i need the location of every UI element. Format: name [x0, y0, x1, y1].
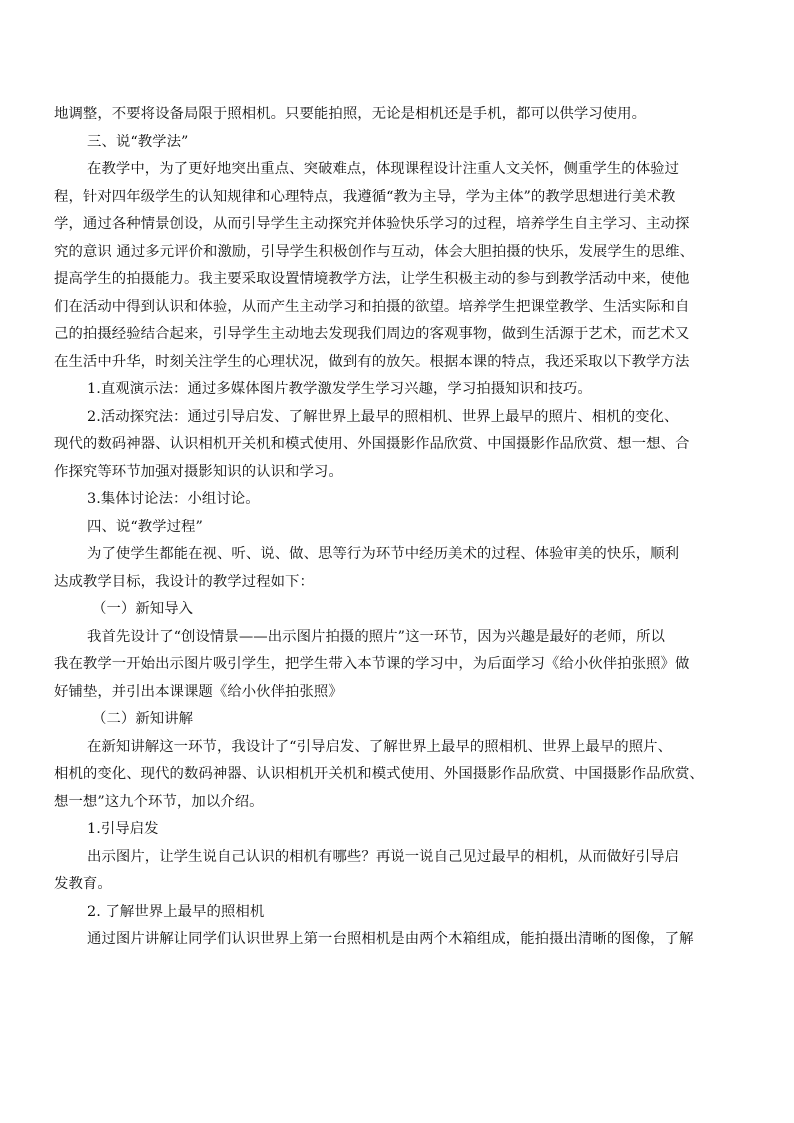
document-body: [54, 101, 754, 954]
paragraph-line: 通过图片讲解让同学们认识世界上第一台照相机是由两个木箱组成，能拍摄出清晰的图像，了解: [87, 931, 694, 947]
paragraph-line: 在教学中，为了更好地突出重点、突破难点，体现课程设计注重人文关怀，侧重学生的体验过: [87, 161, 680, 177]
paragraph-line: 在新知讲解这一环节，我设计了“引导启发、了解世界上最早的照相机、世界上最早的照片、: [87, 738, 673, 755]
paragraph-line: 我在教学一开始出示图片吸引学生，把学生带入本节课的学习中，为后面学习《给小伙伴拍张照》做: [54, 656, 690, 672]
paragraph-line: 作探究等环节加强对摄影知识的认识和学习。: [54, 463, 343, 480]
list-item-method-2: 2.活动探究法：通过引导启发、了解世界上最早的照相机、世界上最早的照片、相机的变化、: [87, 408, 679, 425]
paragraph-line: 好铺垫，并引出本课课题《给小伙伴拍张照》: [54, 683, 343, 700]
section-heading-teaching-process: 四、说“教学过程”: [87, 518, 203, 535]
paragraph-line: 相机的变化、现代的数码神器、认识相机开关机和模式使用、外国摄影作品欣赏、中国摄影作品欣赏、: [54, 766, 704, 782]
subsection-heading-new-knowledge-intro: （一）新知导入: [92, 601, 194, 617]
paragraph-line: 我首先设计了“创设情景——出示图片拍摄的照片”这一环节，因为兴趣是最好的老师，所以: [87, 628, 666, 645]
paragraph-line: 现代的数码神器、认识相机开关机和模式使用、外国摄影作品欣赏、中国摄影作品欣赏、想一想、合: [54, 436, 690, 452]
subsection-heading-new-knowledge-explanation: （二）新知讲解: [92, 711, 194, 727]
paragraph-line: 出示图片，让学生说自己认识的相机有哪些？再说一说自己见过最早的相机，从而做好引导启: [87, 848, 680, 865]
paragraph-line: 在生活中升华，时刻关注学生的心理状况，做到有的放矢。根据本课的特点，我还采取以下教学方法: [54, 353, 690, 370]
paragraph-line: 为了使学生都能在视、听、说、做、思等行为环节中经历美术的过程、体验审美的快乐，顺利: [87, 546, 680, 562]
paragraph-line: 提高学生的拍摄能力。我主要采取设置情境教学方法，让学生积极主动的参与到教学活动中来，使他: [54, 271, 690, 287]
list-item-method-3: 3.集体讨论法：小组讨论。: [87, 491, 260, 507]
paragraph-line: 己的拍摄经验结合起来，引导学生主动地去发现我们周边的客观事物，做到生活源于艺术，而艺术又: [54, 326, 690, 342]
paragraph-line: 达成教学目标，我设计的教学过程如下：: [54, 573, 314, 590]
paragraph-line: 究的意识 通过多元评价和激励，引导学生积极创作与互动，体会大胆拍摄的快乐，发展学生的思维、: [54, 243, 695, 260]
paragraph-line: 们在活动中得到认识和体验，从而产生主动学习和拍摄的欲望。培养学生把课堂教学、生活实际和自: [54, 298, 690, 315]
paragraph-line: 想一想”这九个环节，加以介绍。: [54, 793, 264, 810]
paragraph-line: 程，针对四年级学生的认知规律和心理特点，我遵循“教为主导，学为主体”的教学思想进行美术教: [54, 188, 676, 205]
paragraph-line: 发教育。: [54, 876, 112, 892]
list-item-earliest-camera: 2. 了解世界上最早的照相机: [87, 903, 265, 920]
list-item-guidance: 1.引导启发: [87, 821, 159, 837]
list-item-method-1: 1.直观演示法：通过多媒体图片教学激发学生学习兴趣，学习拍摄知识和技巧。: [87, 381, 592, 397]
paragraph-line: 地调整，不要将设备局限于照相机。只要能拍照，无论是相机还是手机，都可以供学习使用。: [54, 106, 647, 122]
section-heading-teaching-method: 三、说“教学法”: [87, 133, 189, 150]
paragraph-line: 学，通过各种情景创设，从而引导学生主动探究并体验快乐学习的过程，培养学生自主学习、主动探: [54, 216, 690, 232]
